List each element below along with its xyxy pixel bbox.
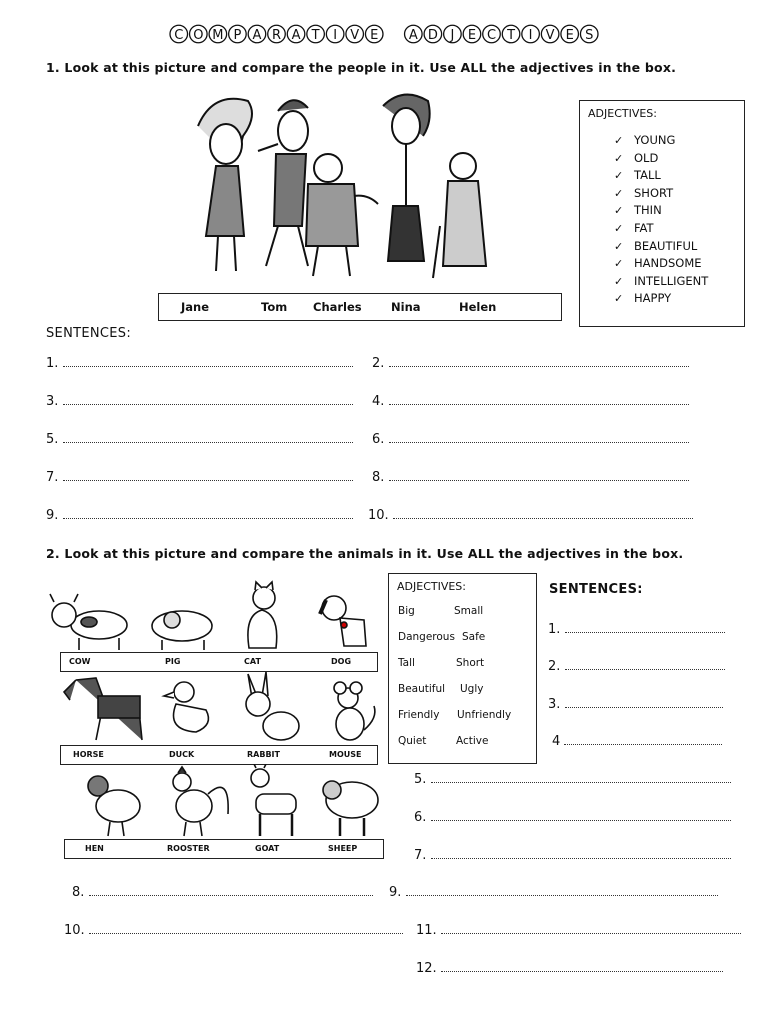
adjective-label: THIN (634, 203, 662, 218)
title-letter: V (545, 28, 555, 43)
sentence-line[interactable] (72, 885, 373, 900)
answer-blank[interactable] (63, 432, 353, 443)
adjectives-list-1 (614, 132, 708, 308)
answer-blank[interactable] (89, 923, 403, 934)
adjective-pair-left: Dangerous (398, 631, 455, 643)
sentence-line[interactable] (46, 432, 353, 447)
adjective-item (614, 150, 708, 168)
section2-instruction: 2. Look at this picture and compare the animals in it. Use ALL the adjectives in the box. (46, 546, 684, 561)
adjective-pair-right: Small (454, 605, 484, 617)
label-cow: COW (69, 657, 91, 666)
sentence-line[interactable] (389, 885, 718, 900)
sentence-line[interactable] (46, 356, 353, 371)
line-number: 8. (72, 885, 89, 900)
answer-blank[interactable] (393, 508, 693, 519)
sentence-line[interactable] (414, 848, 731, 863)
title-letter: D (427, 28, 438, 43)
adjective-pair-right: Unfriendly (457, 709, 512, 721)
sentence-line[interactable] (414, 772, 731, 787)
label-goat: GOAT (255, 844, 280, 853)
title-letter: R (271, 28, 282, 43)
adjective-pair-right: Active (456, 735, 489, 747)
animals-row1-labels (60, 652, 378, 672)
check-icon: ✓ (614, 292, 624, 306)
check-icon: ✓ (614, 169, 624, 183)
adjective-label: TALL (634, 168, 661, 183)
adjective-label: INTELLIGENT (634, 273, 709, 288)
section1-instruction: 1. Look at this picture and compare the people in it. Use ALL the adjectives in the box. (46, 60, 677, 75)
line-number: 4. (372, 394, 389, 409)
sentence-line[interactable] (46, 394, 353, 409)
label-dog: DOG (331, 657, 352, 666)
adjective-label: BEAUTIFUL (634, 238, 698, 253)
adjective-pair-right: Short (456, 657, 485, 669)
name-tom: Tom (261, 300, 288, 314)
adjectives-header-1: ADJECTIVES: (588, 107, 657, 120)
line-number: 4 (552, 734, 565, 749)
line-number: 10. (64, 923, 89, 938)
sentence-line[interactable] (548, 622, 725, 637)
animals-row2-illustration (56, 670, 386, 746)
label-duck: DUCK (169, 750, 195, 759)
sentence-line[interactable] (414, 810, 731, 825)
title-letter: T (507, 28, 516, 43)
name-helen: Helen (459, 300, 497, 314)
sentence-line[interactable] (46, 470, 353, 485)
title-letter: E (370, 28, 379, 43)
line-number: 2. (548, 659, 565, 674)
sentence-line[interactable] (46, 508, 353, 523)
adjective-pair-left: Friendly (398, 709, 440, 721)
line-number: 2. (372, 356, 389, 371)
line-number: 11. (416, 923, 441, 938)
adjectives-box-2 (388, 573, 537, 764)
label-sheep: SHEEP (328, 844, 358, 853)
line-number: 3. (46, 394, 63, 409)
answer-blank[interactable] (63, 356, 353, 367)
title-letter: A (252, 28, 262, 43)
adjectives-box-1 (579, 100, 745, 327)
sentence-line[interactable] (372, 356, 689, 371)
sentence-line[interactable] (548, 697, 723, 712)
line-number: 12. (416, 961, 441, 976)
label-hen: HEN (85, 844, 104, 853)
line-number: 1. (548, 622, 565, 637)
answer-blank[interactable] (63, 470, 353, 481)
adjective-item (614, 290, 708, 308)
answer-blank[interactable] (389, 470, 689, 481)
title-letter: E (565, 28, 574, 43)
title-letter: V (350, 28, 360, 43)
title-letter: A (408, 28, 418, 43)
line-number: 1. (46, 356, 63, 371)
adjective-item (614, 255, 708, 273)
adjective-pair-left: Quiet (398, 735, 427, 747)
check-icon: ✓ (614, 239, 624, 253)
adjective-item (614, 202, 708, 220)
sentence-line[interactable] (416, 961, 723, 976)
line-number: 6. (414, 810, 431, 825)
line-number: 7. (414, 848, 431, 863)
label-pig: PIG (165, 657, 181, 666)
line-number: 8. (372, 470, 389, 485)
sentences-header-2: SENTENCES: (549, 582, 643, 597)
check-icon: ✓ (614, 257, 624, 271)
label-horse: HORSE (73, 750, 104, 759)
line-number: 9. (389, 885, 406, 900)
title-letter: C (174, 28, 184, 43)
answer-blank[interactable] (63, 508, 353, 519)
people-illustration (178, 86, 523, 282)
name-charles: Charles (313, 300, 362, 314)
answer-blank[interactable] (441, 923, 741, 934)
check-icon: ✓ (614, 274, 624, 288)
answer-blank[interactable] (441, 961, 723, 972)
answer-blank[interactable] (389, 394, 689, 405)
check-icon: ✓ (614, 204, 624, 218)
adjective-label: SHORT (634, 185, 674, 200)
name-nina: Nina (391, 300, 421, 314)
title-letter: M (212, 28, 224, 43)
label-rabbit: RABBIT (247, 750, 280, 759)
title-letter: T (311, 28, 320, 43)
sentence-line[interactable] (64, 923, 403, 938)
line-number: 3. (548, 697, 565, 712)
adjective-pair-right: Ugly (460, 683, 484, 695)
animals-row3-illustration (70, 764, 386, 840)
answer-blank[interactable] (565, 697, 723, 708)
adjective-pair-right: Safe (462, 631, 486, 643)
animals-row3-labels (64, 839, 384, 859)
title-letter: J (450, 28, 455, 43)
adjective-item (614, 132, 708, 150)
answer-blank[interactable] (565, 622, 725, 633)
people-names-bar (158, 293, 562, 321)
title-letter: P (233, 28, 242, 43)
adjective-label: YOUNG (634, 133, 676, 147)
answer-blank[interactable] (431, 772, 731, 783)
adjective-item (614, 273, 708, 291)
sentences-header-1: SENTENCES: (46, 326, 131, 341)
title-bubble-letters (169, 18, 599, 52)
answer-blank[interactable] (564, 734, 722, 745)
answer-blank[interactable] (389, 432, 689, 443)
adjective-pair-left: Big (398, 605, 415, 617)
adjective-label: OLD (634, 150, 659, 165)
adjective-label: FAT (634, 220, 654, 235)
animals-row2-labels (60, 745, 378, 765)
sentence-line[interactable] (548, 659, 725, 674)
sentence-line[interactable] (372, 394, 689, 409)
answer-blank[interactable] (406, 885, 718, 896)
adjective-item (614, 167, 708, 185)
line-number: 7. (46, 470, 63, 485)
line-number: 5. (414, 772, 431, 787)
sentence-line[interactable] (368, 508, 693, 523)
answer-blank[interactable] (431, 848, 731, 859)
check-icon: ✓ (614, 221, 624, 235)
title-letter: S (585, 28, 594, 43)
adjective-item (614, 185, 708, 203)
adjective-label: HAPPY (634, 291, 672, 306)
title-letter: I (333, 28, 338, 43)
sentence-line[interactable] (372, 432, 689, 447)
label-cat: CAT (244, 657, 261, 666)
line-number: 5. (46, 432, 63, 447)
line-number: 10. (368, 508, 393, 523)
name-jane: Jane (181, 300, 210, 314)
sentence-line[interactable] (372, 470, 689, 485)
label-mouse: MOUSE (329, 750, 362, 759)
title-letter: C (486, 28, 497, 43)
answer-blank[interactable] (565, 659, 725, 670)
animals-row1-illustration (44, 580, 378, 652)
title-letter: E (467, 28, 477, 43)
answer-blank[interactable] (89, 885, 373, 896)
sentence-line[interactable] (416, 923, 741, 938)
adjective-pair-left: Beautiful (398, 683, 446, 695)
page-title (0, 18, 768, 56)
title-letter: A (291, 28, 301, 43)
answer-blank[interactable] (431, 810, 731, 821)
check-icon: ✓ (614, 134, 624, 147)
answer-blank[interactable] (63, 394, 353, 405)
adjective-pair-left: Tall (398, 657, 415, 669)
check-icon: ✓ (614, 186, 624, 200)
label-rooster: ROOSTER (167, 844, 210, 853)
title-letter: I (528, 28, 533, 43)
adjective-item (614, 238, 708, 256)
title-letter: O (193, 28, 204, 43)
check-icon: ✓ (614, 151, 624, 165)
sentence-line[interactable] (552, 734, 722, 749)
adjective-label: HANDSOME (634, 256, 702, 271)
adjectives-header-2: ADJECTIVES: (397, 580, 466, 593)
adjective-item (614, 220, 708, 238)
line-number: 6. (372, 432, 389, 447)
line-number: 9. (46, 508, 63, 523)
answer-blank[interactable] (389, 356, 689, 367)
